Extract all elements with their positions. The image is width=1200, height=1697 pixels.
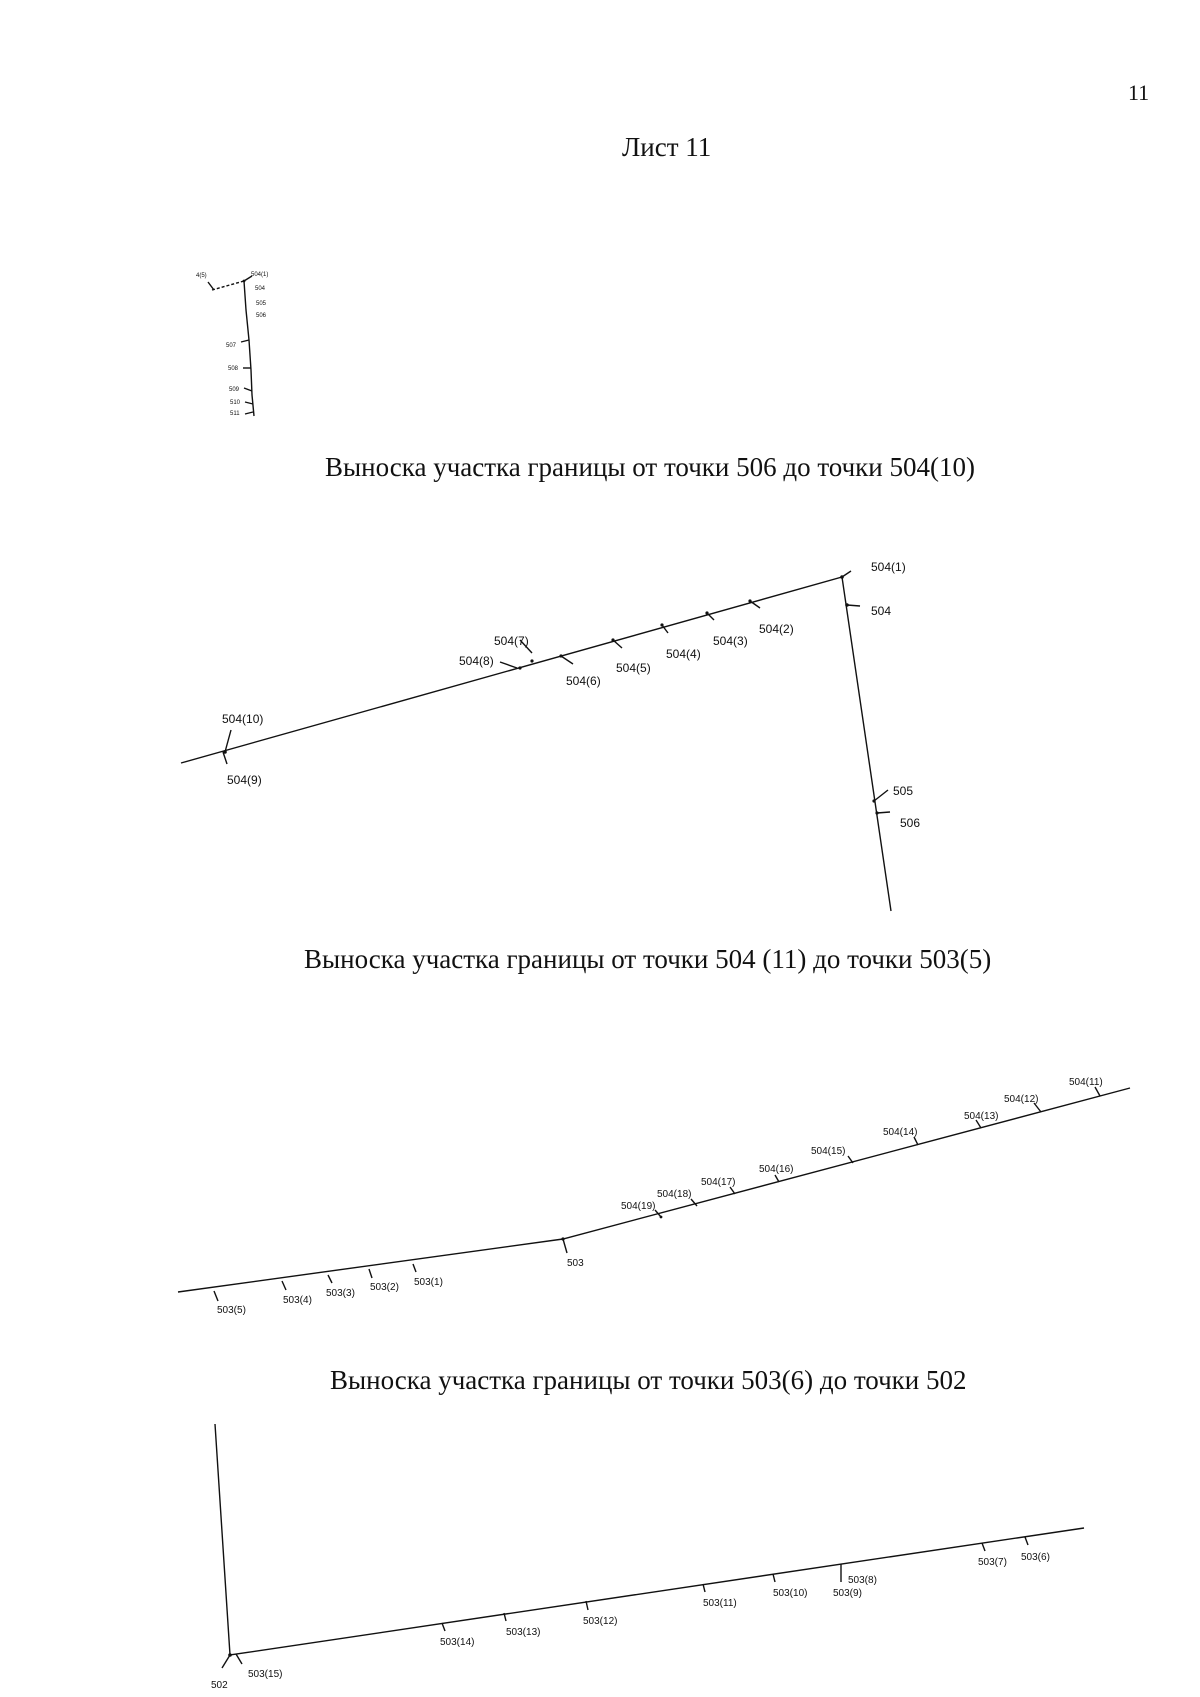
point-label: 503 <box>567 1258 584 1269</box>
point-label: 504(13) <box>964 1111 999 1122</box>
point-label: 504(1) <box>871 560 906 574</box>
point-label: 503(10) <box>773 1588 808 1599</box>
leader-503-7 <box>982 1543 985 1551</box>
overview-label: 511 <box>230 411 240 417</box>
point-label: 504(14) <box>883 1127 918 1138</box>
point-label: 504(16) <box>759 1164 794 1175</box>
leader-504-8 <box>500 662 517 668</box>
overview-line-south <box>244 281 254 416</box>
point-label: 503(9) <box>833 1588 862 1599</box>
overview-label: 505 <box>256 301 267 307</box>
point-label: 503(15) <box>248 1669 283 1680</box>
overview-tick <box>244 388 252 391</box>
section-3-line <box>215 1424 1084 1655</box>
overview-label: 506 <box>256 313 267 319</box>
point-label: 503(11) <box>703 1598 737 1609</box>
point-label: 504(17) <box>701 1177 736 1188</box>
point-label: 504(15) <box>811 1146 846 1157</box>
overview-label: 4(5) <box>196 273 207 279</box>
section-title-1: Выноска участка границы от точки 506 до точки 504(10) <box>325 452 975 482</box>
leader-503-2 <box>369 1269 372 1278</box>
leader-502 <box>222 1655 230 1668</box>
leader-503-5 <box>214 1291 218 1301</box>
leader-504-16 <box>775 1175 779 1182</box>
overview-tick <box>245 402 253 404</box>
point-label: 503(3) <box>326 1288 355 1299</box>
point-label: 504(5) <box>616 661 651 675</box>
leader-503-10 <box>773 1574 775 1582</box>
section-title-3: Выноска участка границы от точки 503(6) до точки 502 <box>330 1365 967 1395</box>
point-label: 504 <box>871 604 892 618</box>
overview-label: 510 <box>230 400 241 406</box>
point-label: 503(12) <box>583 1616 618 1627</box>
leader-504-14 <box>914 1137 918 1145</box>
leader-503-15 <box>236 1654 242 1664</box>
leader-506 <box>877 812 890 813</box>
leader-503-3 <box>328 1275 332 1283</box>
point-label: 503(8) <box>848 1575 877 1586</box>
point-label: 504(3) <box>713 634 748 648</box>
overview-tick <box>208 282 214 290</box>
overview-label: 507 <box>226 343 237 349</box>
point-label: 504(18) <box>657 1189 692 1200</box>
point-label: 504(8) <box>459 654 494 668</box>
leader-504-17 <box>730 1187 735 1194</box>
point-label: 503(1) <box>414 1277 443 1288</box>
overview-tick <box>245 412 253 414</box>
section-3-boundary <box>215 1424 1084 1668</box>
leader-503 <box>563 1239 567 1253</box>
overview-label: 508 <box>228 366 239 372</box>
overview-tick <box>241 340 249 342</box>
point-label: 504(6) <box>566 674 601 688</box>
leader-504 <box>847 605 860 606</box>
point-label: 505 <box>893 784 914 798</box>
overview-label: 504 <box>255 286 266 292</box>
page-number: 11 <box>1128 80 1150 105</box>
leader-504-11 <box>1095 1087 1100 1096</box>
leader-503-14 <box>442 1623 445 1631</box>
point-label: 503(5) <box>217 1305 246 1316</box>
point-label: 503(7) <box>978 1557 1007 1568</box>
point-label: 504(9) <box>227 773 262 787</box>
leader-503-4 <box>282 1281 286 1290</box>
overview-label: 504(1) <box>251 272 269 278</box>
point-label: 503(2) <box>370 1282 399 1293</box>
leader-504-5 <box>613 640 622 648</box>
point-label: 504(2) <box>759 622 794 636</box>
leader-503-11 <box>703 1584 705 1592</box>
point-label: 503(6) <box>1021 1552 1050 1563</box>
point-label: 503(13) <box>506 1627 541 1638</box>
point-label: 504(7) <box>494 634 529 648</box>
overview-line-west <box>212 281 244 290</box>
sheet-title: Лист 11 <box>622 132 712 162</box>
point-label: 502 <box>211 1680 228 1691</box>
leader-505 <box>874 790 888 801</box>
leader-503-1 <box>413 1264 416 1272</box>
point-label: 504(11) <box>1069 1077 1103 1088</box>
section-title-2: Выноска участка границы от точки 504 (11) до точки 503(5) <box>304 944 992 974</box>
leader-504-6 <box>561 656 573 664</box>
overview-label: 509 <box>229 387 240 393</box>
point-label: 504(4) <box>666 647 701 661</box>
point-label: 504(19) <box>621 1201 656 1212</box>
point-label: 503(4) <box>283 1295 312 1306</box>
point-label: 504(10) <box>222 712 264 726</box>
point-label: 506 <box>900 816 921 830</box>
leader-503-6 <box>1025 1537 1028 1545</box>
point-label: 503(14) <box>440 1637 475 1648</box>
point-label: 504(12) <box>1004 1094 1039 1105</box>
